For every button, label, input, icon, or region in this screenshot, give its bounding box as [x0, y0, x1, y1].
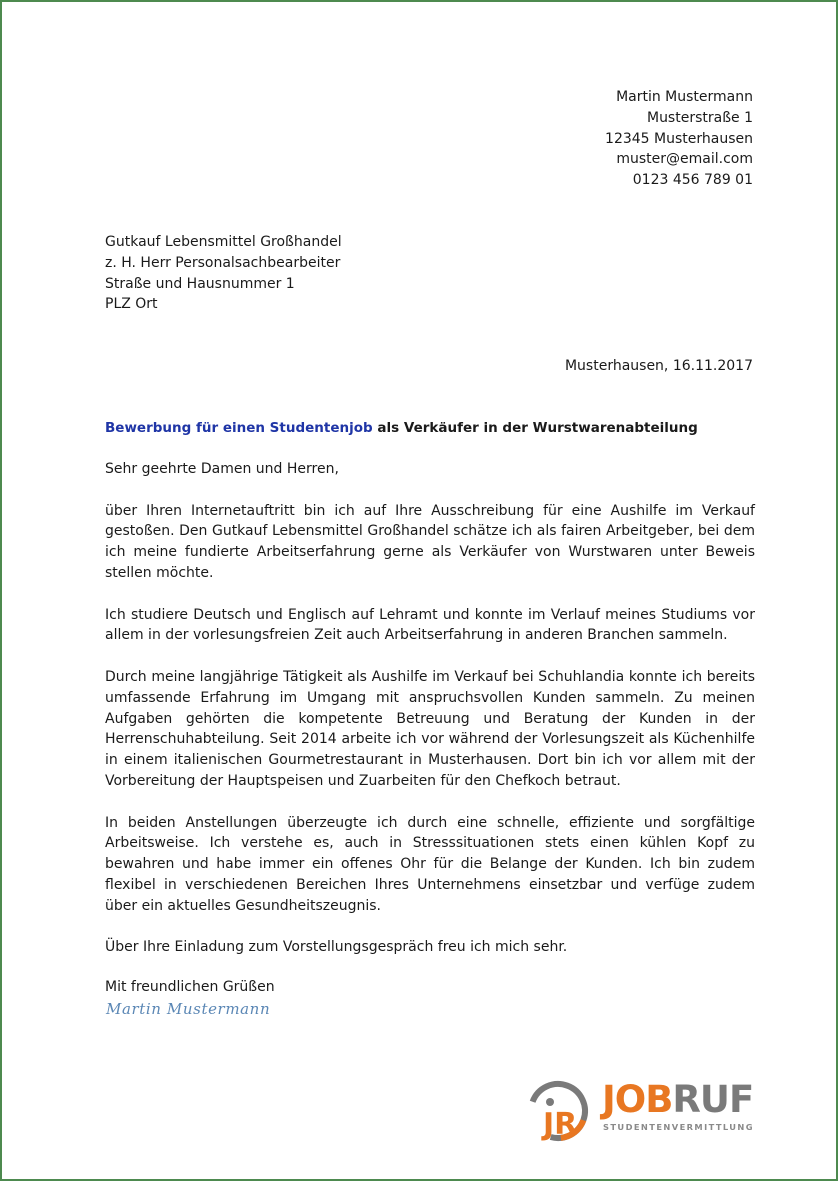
body-paragraph: über Ihren Internetauftritt bin ich auf Ihre Ausschreibung für eine Aushilfe im Verkauf gestoßen. Den Gutkauf Lebensmittel Großhandel schätze ich als fairen Arbeitgeber, bei dem ich meine fundierte Arbeitserfahrung gerne als Verkäufer von Wurstwaren unter Beweis stellen möchte.: [105, 502, 755, 581]
subject-highlight: Bewerbung für einen Studentenjob: [105, 420, 373, 436]
sender-street: Musterstraße 1: [646, 109, 753, 126]
logo-tagline: STUDENTENVERMITTLUNG: [603, 1122, 754, 1132]
sender-email: muster@email.com: [616, 151, 753, 168]
logo-word-ruf: RUF: [672, 1078, 754, 1121]
recipient-city: PLZ Ort: [105, 296, 158, 313]
sender-name: Martin Mustermann: [616, 89, 753, 105]
jobruf-logo-mark-icon: [526, 1076, 592, 1146]
salutation: Sehr geehrte Damen und Herren,: [105, 461, 339, 477]
sender-address: [605, 87, 753, 191]
closing-phrase: Mit freundlichen Grüßen: [105, 979, 275, 995]
logo-mark-letters: JR: [543, 1107, 578, 1142]
recipient-address: [105, 232, 342, 315]
jobruf-logo: [526, 1076, 766, 1146]
sender-city: 12345 Musterhausen: [605, 130, 753, 147]
body-paragraph: Durch meine langjährige Tätigkeit als Aushilfe im Verkauf bei Schuhlandia konnte ich bereits umfassende Erfahrung im Umgang mit anspruchsvollen Kunden sammeln. Zu meinen Aufgaben gehörten die kompetente Betreuung und Beratung der Kunden in der Herrenschuhabteilung. Seit 2014 arbeite ich vor während der Vorlesungszeit als Küchenhilfe in einem italienischen Gourmetrestaurant in Musterhausen. Dort bin ich vor allem mit der Vorbereitung der Hauptspeisen und Zuarbeiten für den Chefkoch betraut.: [105, 668, 755, 789]
letter-body: [105, 459, 755, 979]
sender-phone: 0123 456 789 01: [632, 172, 753, 189]
body-paragraph: Über Ihre Einladung zum Vorstellungsgespräch freu ich mich sehr.: [105, 939, 568, 956]
recipient-company: Gutkauf Lebensmittel Großhandel: [105, 234, 342, 250]
recipient-street: Straße und Hausnummer 1: [105, 275, 295, 292]
recipient-attention: z. H. Herr Personalsachbearbeiter: [105, 254, 341, 271]
subject-rest: als Verkäufer in der Wurstwarenabteilung: [372, 420, 698, 436]
subject-line: [105, 418, 755, 439]
body-paragraph: In beiden Anstellungen überzeugte ich durch eine schnelle, effiziente und sorgfältige Arbeitsweise. Ich verstehe es, auch in Stresssituationen stets einen kühlen Kopf zu bewahren und habe immer ein offenes Ohr für die Belange der Kunden. Ich bin zudem flexibel in verschiedenen Bereichen Ihres Unternehmens einsetzbar und verfüge zudem über ein aktuelles Gesundheitszeugnis.: [105, 814, 755, 914]
body-paragraph: Ich studiere Deutsch und Englisch auf Lehramt und konnte im Verlauf meines Studiums vor allem in der vorlesungsfreien Zeit auch Arbeitserfahrung in anderen Branchen sammeln.: [105, 606, 755, 644]
logo-word-job: JOB: [602, 1078, 673, 1121]
letter-date: Musterhausen, 16.11.2017: [564, 358, 753, 374]
signature: Martin Mustermann: [106, 1000, 271, 1018]
logo-wordmark: [602, 1080, 753, 1120]
